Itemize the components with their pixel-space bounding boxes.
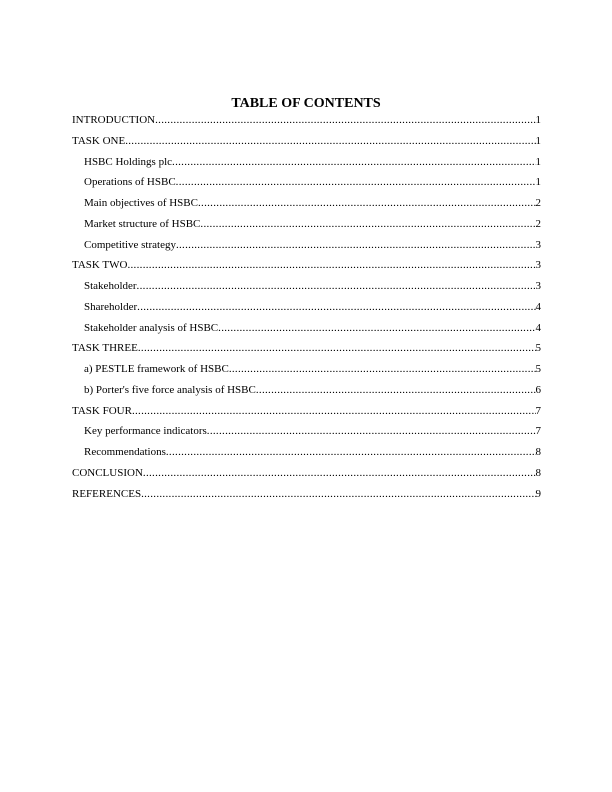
toc-entry[interactable] [72,238,541,259]
toc-entry[interactable] [72,424,541,445]
toc-dot-leader [229,362,536,376]
toc-entry-label: Market structure of HSBC [84,217,201,230]
toc-entry-label: Key performance indicators [84,425,207,438]
toc-page-number: 3 [535,238,541,251]
toc-entry-label: Competitive strategy [84,238,176,251]
toc-entry-label: Operations of HSBC [84,176,176,189]
toc-entry-label: Shareholder [84,300,138,313]
toc-entry[interactable] [72,175,541,196]
toc-entry[interactable] [72,404,541,425]
toc-dot-leader [141,487,535,501]
toc-entry[interactable] [72,196,541,217]
toc-page-number: 1 [535,114,541,126]
toc-dot-leader [137,279,536,293]
toc-page-number: 2 [535,217,541,230]
toc-page-number: 8 [535,446,541,458]
toc-entry[interactable] [72,217,541,238]
toc-entry[interactable] [72,113,541,134]
toc-page-number: 9 [535,487,541,500]
toc-entry-label: a) PESTLE framework of HSBC [84,363,229,375]
toc-entry-label: b) Porter's five force analysis of HSBC [84,383,256,396]
toc-entry[interactable] [72,300,541,321]
toc-dot-leader [138,341,536,355]
toc-entry[interactable] [72,155,541,176]
toc-entry[interactable] [72,134,541,155]
toc-entry-label: TASK ONE [72,134,126,147]
toc-entry-label: HSBC Holdings plc [84,155,173,168]
toc-entry-label: INTRODUCTION [72,114,156,126]
toc-entry[interactable] [72,258,541,279]
toc-dot-leader [176,238,536,252]
toc-dot-leader [127,258,535,272]
toc-page-number: 1 [535,176,541,189]
toc-dot-leader [155,113,535,127]
toc-entry-label: Main objectives of HSBC [84,197,198,209]
toc-entry-label: Stakeholder [84,280,137,292]
toc-entry[interactable] [72,362,541,383]
toc-page-number: 3 [535,280,541,292]
toc-entry[interactable] [72,383,541,404]
toc-dot-leader [172,155,535,169]
toc-entry[interactable] [72,279,541,300]
toc-list [72,113,541,507]
toc-entry-label: TASK THREE [72,342,138,355]
toc-title: TABLE OF CONTENTS [231,96,381,111]
toc-page-number: 5 [535,342,541,355]
toc-entry[interactable] [72,487,541,508]
toc-page-number: 7 [535,425,541,438]
toc-page-number: 4 [535,321,541,334]
toc-dot-leader [207,424,536,438]
toc-page-number: 4 [535,300,541,313]
toc-entry-label: TASK FOUR [72,404,132,417]
toc-entry-label: TASK TWO [72,259,128,272]
toc-page-number: 1 [535,155,541,168]
toc-dot-leader [125,134,535,148]
toc-dot-leader [137,300,535,314]
toc-dot-leader [166,445,536,459]
toc-page-number: 2 [535,197,541,209]
toc-dot-leader [132,404,536,418]
toc-dot-leader [176,175,536,189]
toc-dot-leader [218,321,535,335]
toc-entry-label: REFERENCES [72,487,142,500]
toc-dot-leader [198,196,536,210]
toc-page-number: 7 [535,404,541,417]
toc-page-number: 8 [535,466,541,479]
toc-entry-label: CONCLUSION [72,466,143,479]
toc-dot-leader [143,466,536,480]
toc-page-number: 3 [535,259,541,272]
toc-page-number: 5 [535,363,541,375]
toc-entry-label: Recommendations [84,446,166,458]
toc-entry[interactable] [72,466,541,487]
toc-entry-label: Stakeholder analysis of HSBC [84,321,219,334]
toc-entry[interactable] [72,445,541,466]
toc-dot-leader [256,383,536,397]
toc-page-number: 1 [535,134,541,147]
toc-entry[interactable] [72,321,541,342]
toc-dot-leader [200,217,535,231]
toc-entry[interactable] [72,341,541,362]
toc-page-number: 6 [535,383,541,396]
